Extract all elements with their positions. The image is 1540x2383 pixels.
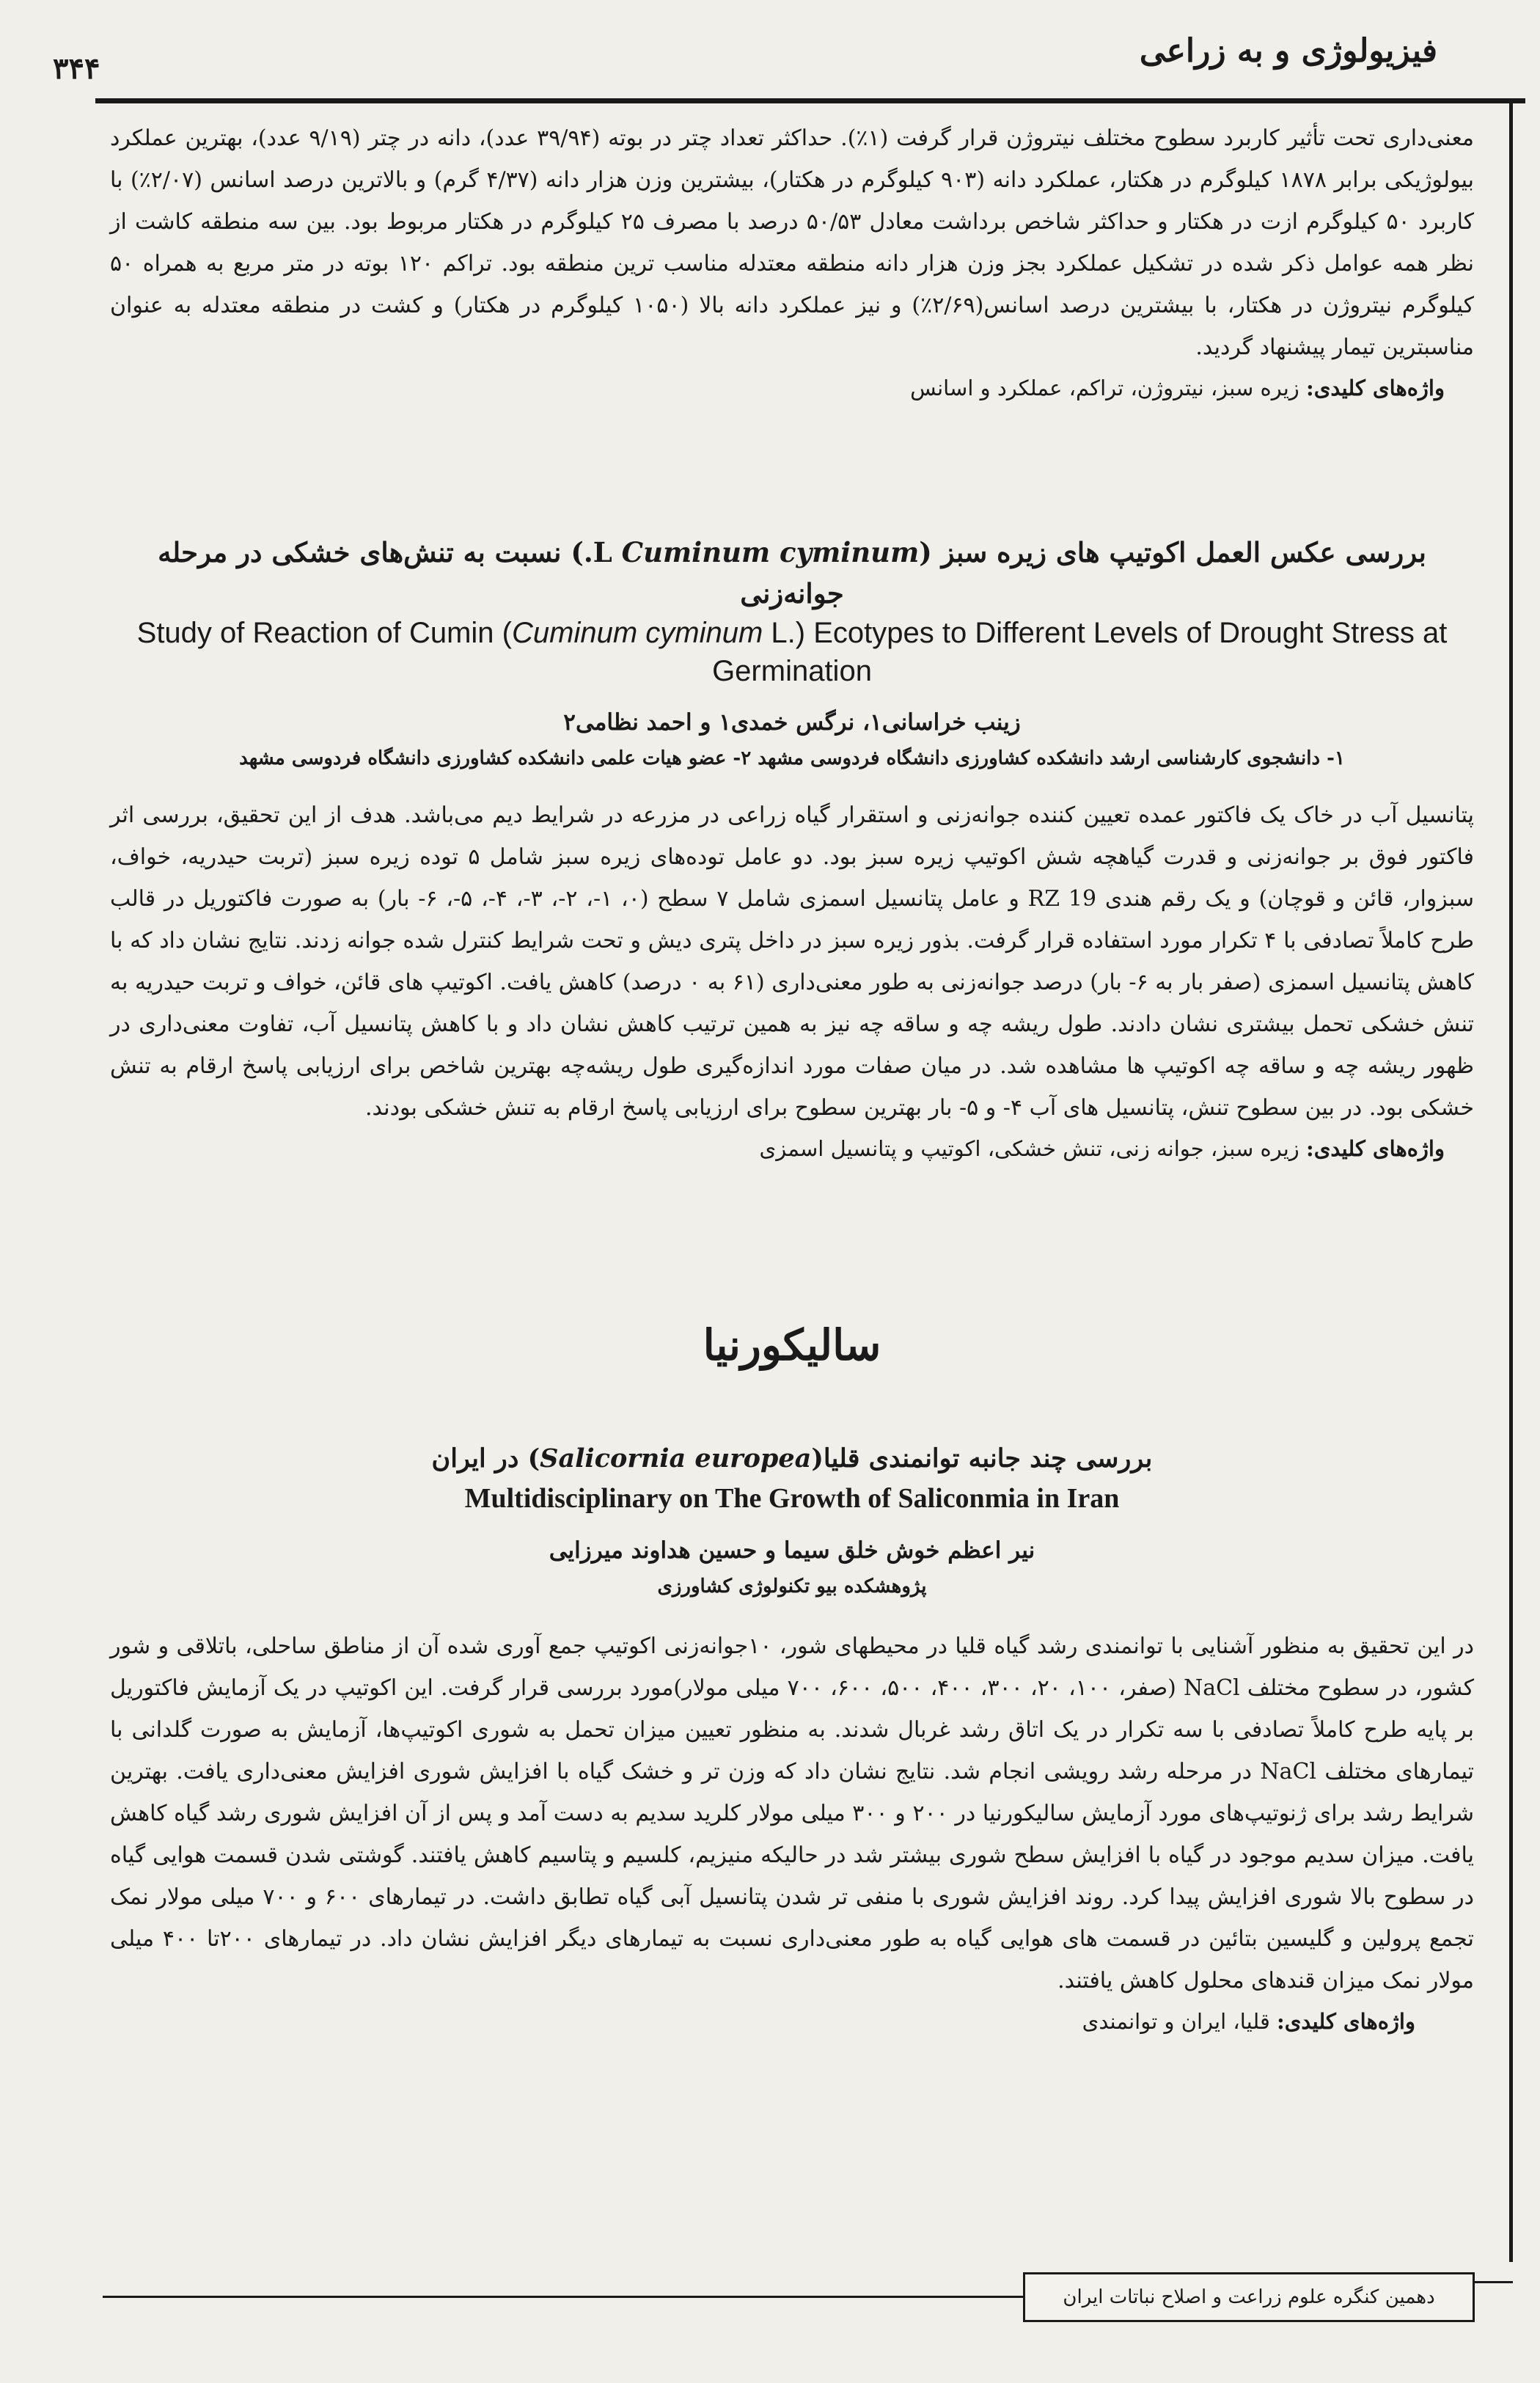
keywords-line xyxy=(110,376,1445,400)
article-title-fa: بررسی چند جانبه توانمندی قلیا(Salicornia europea) در ایران xyxy=(431,1443,1153,1474)
keywords-text: زیره سبز، نیتروژن، تراکم، عملکرد و اسانس xyxy=(910,376,1299,400)
side-rule xyxy=(1509,98,1513,2262)
keywords-label: واژه‌های کلیدی: xyxy=(1306,376,1445,400)
article-title-en: Multidisciplinary on The Growth of Saliconmia in Iran xyxy=(464,1483,1120,1514)
title-en-latin-name: Cuminum cyminum xyxy=(512,617,763,649)
running-header-title: فیزیولوژی و به زراعی xyxy=(1139,32,1437,70)
conference-footer: دهمین کنگره علوم زراعت و اصلاح نباتات ایران xyxy=(1023,2272,1475,2322)
abstract-continuation: معنی‌داری تحت تأثیر کاربرد سطوح مختلف نیتروژن قرار گرفت (۱٪). حداکثر تعداد چتر در بوته (۳۹/۹۴ عدد)، دانه در چتر (۹/۱۹ عدد)، بهترین عملکرد بیولوژیکی برابر ۱۸۷۸ کیلوگرم در هکتار، عملکرد دانه (۹۰۳ کیلوگرم در هکتار)، بیشترین وزن هزار دانه (۴/۳۷ گرم) و بالاترین درصد اسانس (۲/۰۷٪) با کاربرد ۵۰ کیلوگرم ازت در هکتار و حداکثر شاخص برداشت معادل ۵۰/۵۳ درصد با مصرف ۲۵ کیلوگرم در هکتار مربوط بود. بین سه منطقه کاشت از نظر همه عوامل ذکر شده در تشکیل عملکرد بجز وزن هزار دانه منطقه معتدله مناسب ترین منطقه بود. تراکم ۱۲۰ بوته در متر مربع به همراه ۵۰ کیلوگرم نیتروژن در هکتار، با بیشترین درصد اسانس(۲/۶۹٪) و نیز عملکرد دانه بالا (۱۰۵۰ کیلوگرم در هکتار) و کشت در منطقه معتدله به عنوان مناسبترین تیمار پیشنهاد گردید. xyxy=(110,125,1474,360)
title-fa-latin-name: Cuminum cyminum xyxy=(621,536,920,568)
article-salicornia xyxy=(110,1438,1474,2034)
article-authors: زینب خراسانی۱، نرگس خمدی۱ و احمد نظامی۲ xyxy=(563,709,1021,736)
header-rule xyxy=(95,98,1525,103)
keywords-text: قلیا، ایران و توانمندی xyxy=(1082,2009,1270,2034)
article-continuation xyxy=(110,117,1474,400)
keywords-text: زیره سبز، جوانه زنی، تنش خشکی، اکوتیپ و پتانسیل اسمزی xyxy=(759,1136,1299,1161)
title-fa-latin-name: Salicornia europea xyxy=(540,1443,812,1474)
article-cumin xyxy=(110,532,1474,1161)
article-abstract: پتانسیل آب در خاک یک فاکتور عمده تعیین کننده جوانه‌زنی و استقرار گیاه زراعی در مزرعه در شرایط دیم می‌باشد. هدف از این تحقیق، بررسی اثر فاکتور فوق بر جوانه‌زنی و قدرت گیاهچه شش اکوتیپ زیره سبز بود. دو عامل توده‌های زیره سبز شامل ۵ توده زیره سبز (تربت حیدریه، خواف، سبزوار، قائن و قوچان) و یک رقم هندی RZ 19 و عامل پتانسیل اسمزی شامل ۷ سطح (۰، ۱-، ۲-، ۳-، ۴-، ۵-، ۶- بار) به صورت فاکتوریل در قالب طرح کاملاً تصادفی با ۴ تکرار مورد استفاده قرار گرفت. بذور زیره سبز در داخل پتری دیش و تحت شرایط کنترل شده جوانه زدند. نتایج نشان داد که با کاهش پتانسیل اسمزی (صفر بار به ۶- بار) درصد جوانه‌زنی به طور معنی‌داری (۶۱ به ۰ درصد) کاهش یافت. اکوتیپ های قائن، خواف و تربت حیدریه به تنش خشکی تحمل بیشتری نشان دادند. طول ریشه چه و ساقه چه نیز به همین ترتیب کاهش نشان داد و با کاهش پتانسیل آب، تفاوت معنی‌داری در ظهور ریشه چه و ساقه چه اکوتیپ ها مشاهده شد. در میان صفات مورد اندازه‌گیری طول ریشه‌چه بهترین شاخص برای ارزیابی پاسخ ارقام به تنش خشکی بود. در بین سطوح تنش، پتانسیل های آب ۴- و ۵- بار بهترین سطوح برای ارزیابی پاسخ ارقام به تنش خشکی بودند. xyxy=(109,802,1475,1121)
article-authors: نیر اعظم خوش خلق سیما و حسین هداوند میرزایی xyxy=(549,1537,1035,1564)
article-affiliation: پژوهشکده بیو تکنولوژی کشاورزی xyxy=(657,1575,927,1597)
page-number: ۳۴۴ xyxy=(53,51,100,86)
keywords-label: واژه‌های کلیدی: xyxy=(1306,1136,1445,1161)
footer-rule-tail xyxy=(1470,2281,1513,2283)
article-title-en: Study of Reaction of Cumin (Cuminum cyminum L.) Ecotypes to Different Levels of Drought Stress at Germination xyxy=(136,617,1448,687)
footer-rule xyxy=(103,2296,1023,2298)
keywords-line xyxy=(110,1136,1445,1161)
article-affiliation: ۱- دانشجوی کارشناسی ارشد دانشکده کشاورزی دانشگاه فردوسی مشهد ۲- عضو هیات علمی دانشکده کشاورزی دانشگاه فردوسی مشهد xyxy=(239,747,1345,769)
article-abstract: در این تحقیق به منظور آشنایی با توانمندی رشد گیاه قلیا در محیطهای شور، ۱۰جوانه‌زنی اکوتیپ جمع آوری شده آن از مناطق ساحلی، باتلاقی و شور کشور، در سطوح مختلف NaCl (صفر، ۱۰۰، ۲۰، ۳۰۰، ۴۰۰، ۵۰۰، ۶۰۰، ۷۰۰ میلی مولار)مورد بررسی قرار گرفت. این اکوتیپ در یک آزمایش فاکتوریل بر پایه طرح کاملاً تصادفی با سه تکرار در یک اتاق رشد غربال شدند. به منظور تعیین میزان تحمل به شوری اکوتیپ‌ها، آزمایش به صورت گلدانی با تیمارهای مختلف NaCl در مرحله رشد رویشی انجام شد. نتایج نشان داد که وزن تر و خشک گیاه با افزایش شوری افزایش معنی‌داری یافت. بهترین شرایط رشد برای ژنوتیپ‌های مورد آزمایش سالیکورنیا در ۲۰۰ و ۳۰۰ میلی مولار کلرید سدیم به دست آمد و پس از آن افزایش شوری رشد گیاه کاهش یافت. میزان سدیم موجود در گیاه با افزایش سطح شوری بیشتر شد در حالیکه منیزیم، کلسیم و پتاسیم کاهش یافتند. گوشتی شدن قسمت هوایی گیاه در سطوح بالا شوری افزایش پیدا کرد. روند افزایش شوری با منفی تر شدن پتانسیل آبی گیاه تطابق داشت. در تیمارهای ۶۰۰ و ۷۰۰ میلی مولار نمک تجمع پرولین و گلیسین بتائین در قسمت های هوایی گیاه به طور معنی‌داری نسبت به تیمارهای دیگر افزایش نشان داد. در تیمارهای ۲۰۰تا ۴۰۰ میلی مولار نمک میزان قندهای محلول کاهش یافتند. xyxy=(110,1633,1475,1994)
keywords-line xyxy=(110,2009,1415,2034)
section-heading: سالیکورنیا xyxy=(703,1320,881,1370)
article-title-fa: بررسی عکس العمل اکوتیپ های زیره سبز (Cuminum cyminum L.) نسبت به تنش‌های خشکی در مرحله جوانه‌زنی xyxy=(158,536,1426,610)
keywords-label: واژه‌های کلیدی: xyxy=(1277,2009,1415,2034)
